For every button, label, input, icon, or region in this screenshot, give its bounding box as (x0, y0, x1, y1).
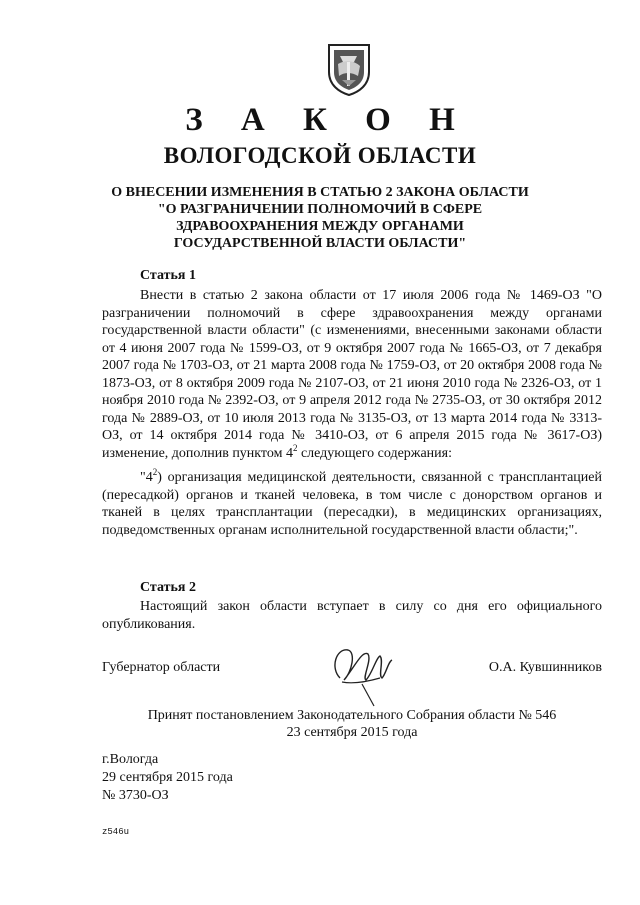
law-number: № 3730-ОЗ (102, 788, 169, 803)
signatory-position: Губернатор области (102, 660, 221, 675)
superscript: 2 (152, 467, 158, 477)
adoption-date: 23 сентября 2015 года (286, 725, 418, 740)
article-1-text-tail: следующего содержания: (297, 445, 452, 461)
city: г.Вологда (102, 752, 159, 767)
article-1-heading: Статья 1 (140, 268, 196, 283)
superscript: 2 (292, 442, 298, 453)
law-title: З А К О Н (185, 102, 470, 138)
handwritten-signature (322, 638, 410, 708)
article-2-body: Настоящий закон области вступает в силу со дня его официального опубликования. (102, 599, 602, 632)
signatory-name: О.А. Кувшинников (488, 660, 602, 675)
adoption-note (102, 707, 602, 741)
article-2-heading: Статья 2 (140, 580, 196, 595)
article-1-quote (102, 469, 602, 539)
quote-text: ) организация медицинской деятельности, связанной с трансплантацией (пересадкой) органов и тканей человека, в том числе с донорством органов и тканей в целях трансплантации (пересадки), в медицинских организациях, подведомственных органам исполнительной государственной власти области;". (102, 470, 602, 538)
article-1-body (102, 287, 602, 462)
place-block (102, 751, 233, 805)
article-1-text: Внести в статью 2 закона области от 17 июля 2006 года № 1469-ОЗ "О разграничении полномочий в сфере здравоохранения между органами государственной власти области" (с изменениями, внесенными законами области от 4 июня 2007 года № 1599-ОЗ, от 9 октября 2007 года № 1665-ОЗ, от 7 декабря 2007 года № 1703-ОЗ, от 21 марта 2008 года № 1759-ОЗ, от 20 октября 2008 года № 1873-ОЗ, от 8 октября 2009 года № 2107-ОЗ, от 21 июня 2010 года № 2326-ОЗ, от 1 ноября 2010 года № 2392-ОЗ, от 9 апреля 2012 года № 2735-ОЗ, от 30 октября 2012 года № 2889-ОЗ, от 10 июля 2013 года № 3135-ОЗ, от 13 марта 2014 года № 3313-ОЗ, от 14 октября 2014 года № 3410-ОЗ, от 6 апреля 2015 года № 3617-ОЗ) изменение, дополнив пунктом 4 (102, 288, 602, 461)
law-heading (60, 184, 580, 252)
heading-line: ГОСУДАРСТВЕННОЙ ВЛАСТИ ОБЛАСТИ" (173, 236, 467, 251)
quote-open: "4 (140, 470, 153, 485)
heading-line: О ВНЕСЕНИИ ИЗМЕНЕНИЯ В СТАТЬЮ 2 ЗАКОНА ОБЛАСТИ (111, 185, 529, 200)
heading-line: ЗДРАВООХРАНЕНИЯ МЕЖДУ ОРГАНАМИ (176, 219, 464, 234)
adoption-line: Принят постановлением Законодательного Собрания области № 546 (147, 708, 557, 723)
heading-line: "О РАЗГРАНИЧЕНИИ ПОЛНОМОЧИЙ В СФЕРЕ (157, 202, 483, 217)
signing-date: 29 сентября 2015 года (102, 770, 233, 785)
coat-of-arms-emblem (326, 42, 372, 97)
region-subtitle: ВОЛОГОДСКОЙ ОБЛАСТИ (163, 143, 477, 168)
document-code: z546u (102, 827, 130, 837)
